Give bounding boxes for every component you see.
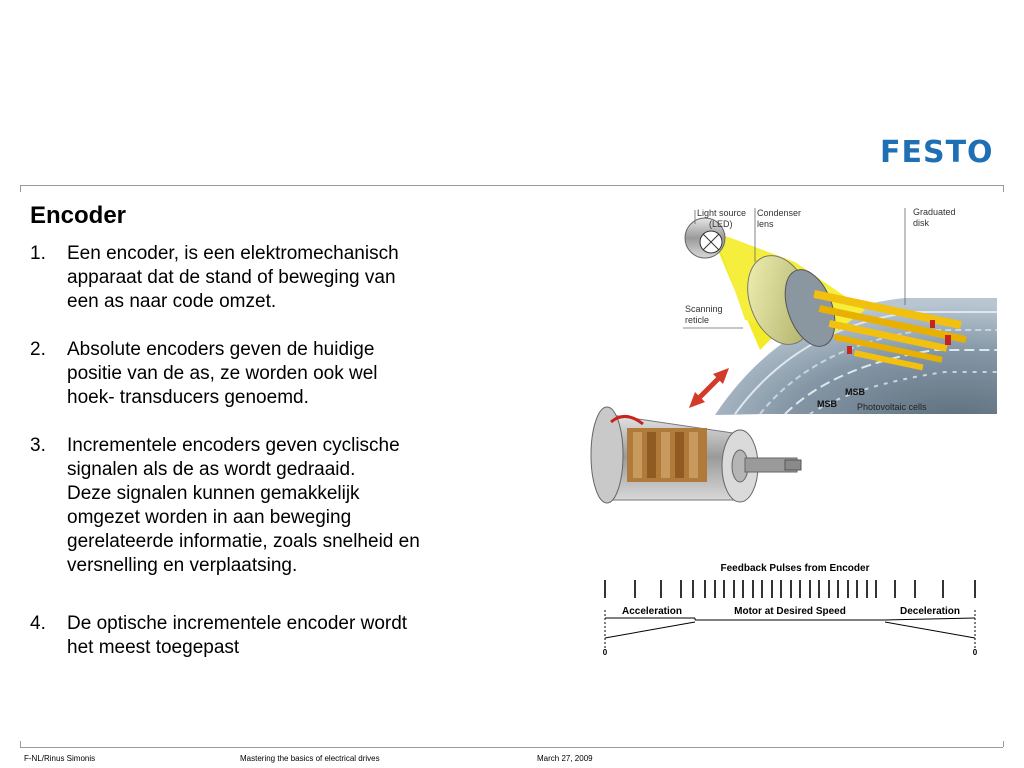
label-scanning-reticle: reticle xyxy=(685,315,710,325)
list-line: positie van de as, ze worden ook wel xyxy=(67,363,378,384)
label-msb: MSB xyxy=(817,399,837,409)
list-line: versnelling en verplaatsing. xyxy=(67,555,298,576)
list-line: gerelateerde informatie, zoals snelheid en xyxy=(67,531,420,552)
list-item xyxy=(30,338,510,410)
segment-deceleration: Deceleration xyxy=(899,606,961,617)
list-line: Absolute encoders geven de huidige xyxy=(67,339,375,360)
motor-cutaway xyxy=(591,407,801,503)
start-zero-label: 0 xyxy=(602,648,608,657)
header-divider-tick-right xyxy=(1003,185,1004,192)
footer-date: March 27, 2009 xyxy=(537,754,593,763)
footer-course: Mastering the basics of electrical drives xyxy=(240,754,380,763)
list-item xyxy=(30,242,510,314)
festo-logo: FESTO xyxy=(880,135,994,170)
footer-author: F-NL/Rinus Simonis xyxy=(24,754,96,763)
list-number: 2. xyxy=(30,339,46,360)
list-line: Deze signalen kunnen gemakkelijk xyxy=(67,483,360,504)
list-line: een as naar code omzet. xyxy=(67,291,277,312)
label-scanning-reticle: Scanning xyxy=(685,304,723,314)
list-line: signalen als de as wordt gedraaid. xyxy=(67,459,356,480)
list-line: Incrementele encoders geven cyclische xyxy=(67,435,400,456)
segment-desired-speed: Motor at Desired Speed xyxy=(734,606,846,617)
list-line: apparaat dat de stand of beweging van xyxy=(67,267,396,288)
footer-divider-tick-right xyxy=(1003,741,1004,747)
bullet-list xyxy=(30,242,510,660)
list-item xyxy=(30,434,510,578)
feedback-pulse-diagram xyxy=(595,558,990,658)
list-number: 4. xyxy=(30,613,46,634)
label-condenser: Condenser xyxy=(757,208,802,218)
optical-encoder-illustration xyxy=(585,200,997,540)
list-line: Een encoder, is een elektromechanisch xyxy=(67,243,399,264)
slide-title: Encoder xyxy=(30,202,127,229)
label-photovoltaic-cells: Photovoltaic cells xyxy=(857,402,927,412)
label-condenser: lens xyxy=(757,219,774,229)
pulse-diagram-title: Feedback Pulses from Encoder xyxy=(720,563,870,574)
list-line: hoek- transducers genoemd. xyxy=(67,387,309,408)
label-graduated-disk: disk xyxy=(913,218,930,228)
label-graduated-disk: Graduated xyxy=(913,207,956,217)
list-number: 3. xyxy=(30,435,46,456)
list-line: omgezet worden in aan beweging xyxy=(67,507,352,528)
label-msb: MSB xyxy=(845,387,865,397)
header-divider xyxy=(20,185,1003,186)
header-divider-tick-left xyxy=(20,185,21,192)
list-number: 1. xyxy=(30,243,46,264)
segment-acceleration: Acceleration xyxy=(621,606,683,617)
list-line: het meest toegepast xyxy=(67,637,240,658)
label-light-source: (LED) xyxy=(709,219,733,229)
list-line: De optische incrementele encoder wordt xyxy=(67,613,408,634)
label-light-source: Light source xyxy=(697,208,747,218)
list-item xyxy=(30,612,510,660)
pulse-train xyxy=(605,580,975,598)
footer-divider xyxy=(20,747,1003,748)
end-zero-label: 0 xyxy=(972,648,978,657)
rotation-arrow-icon xyxy=(689,368,729,408)
